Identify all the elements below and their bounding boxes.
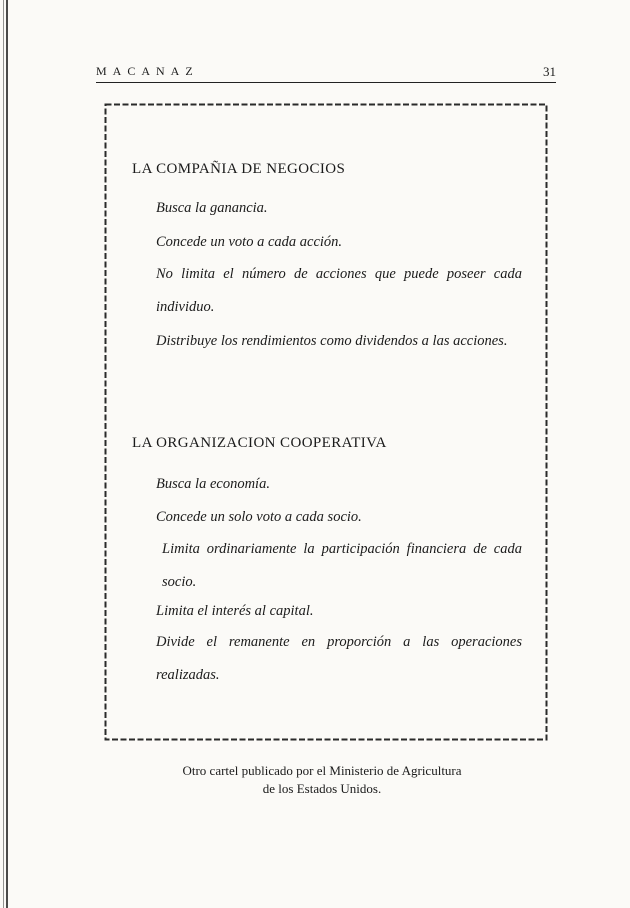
section-title-business: LA COMPAÑIA DE NEGOCIOS xyxy=(132,161,346,177)
list-item-text: Distribuye los rendimientos como dividendos a las acciones. xyxy=(156,333,508,349)
running-title: MACANAZ xyxy=(96,64,199,78)
list-item-text: No limita el número de acciones que puede poseer cada individuo. xyxy=(156,266,522,315)
list-item xyxy=(156,258,522,324)
page-number: 31 xyxy=(543,64,556,79)
poster-box xyxy=(104,103,548,741)
list-item: Busca la ganancia. xyxy=(156,200,268,216)
scan-edge-thin xyxy=(3,0,4,908)
list-item-text: Limita ordinariamente la participación financiera de cada socio. xyxy=(162,541,522,590)
figure-caption xyxy=(100,762,544,798)
running-head xyxy=(96,62,556,84)
caption-line-1: Otro cartel publicado por el Ministerio de Agricultura xyxy=(182,763,462,778)
list-item: Concede un solo voto a cada socio. xyxy=(156,509,362,525)
scan-edge xyxy=(6,0,8,908)
list-item: Limita el interés al capital. xyxy=(156,603,314,619)
list-item xyxy=(162,533,522,599)
header-rule xyxy=(96,82,556,83)
list-item: Concede un voto a cada acción. xyxy=(156,234,343,250)
list-item-text: Divide el remanente en proporción a las operaciones realizadas. xyxy=(156,634,522,683)
list-item xyxy=(156,325,522,358)
list-item: Busca la economía. xyxy=(156,476,270,492)
caption-line-2: de los Estados Unidos. xyxy=(262,781,382,796)
section-title-cooperative: LA ORGANIZACION COOPERATIVA xyxy=(132,435,387,451)
list-item xyxy=(156,626,522,692)
